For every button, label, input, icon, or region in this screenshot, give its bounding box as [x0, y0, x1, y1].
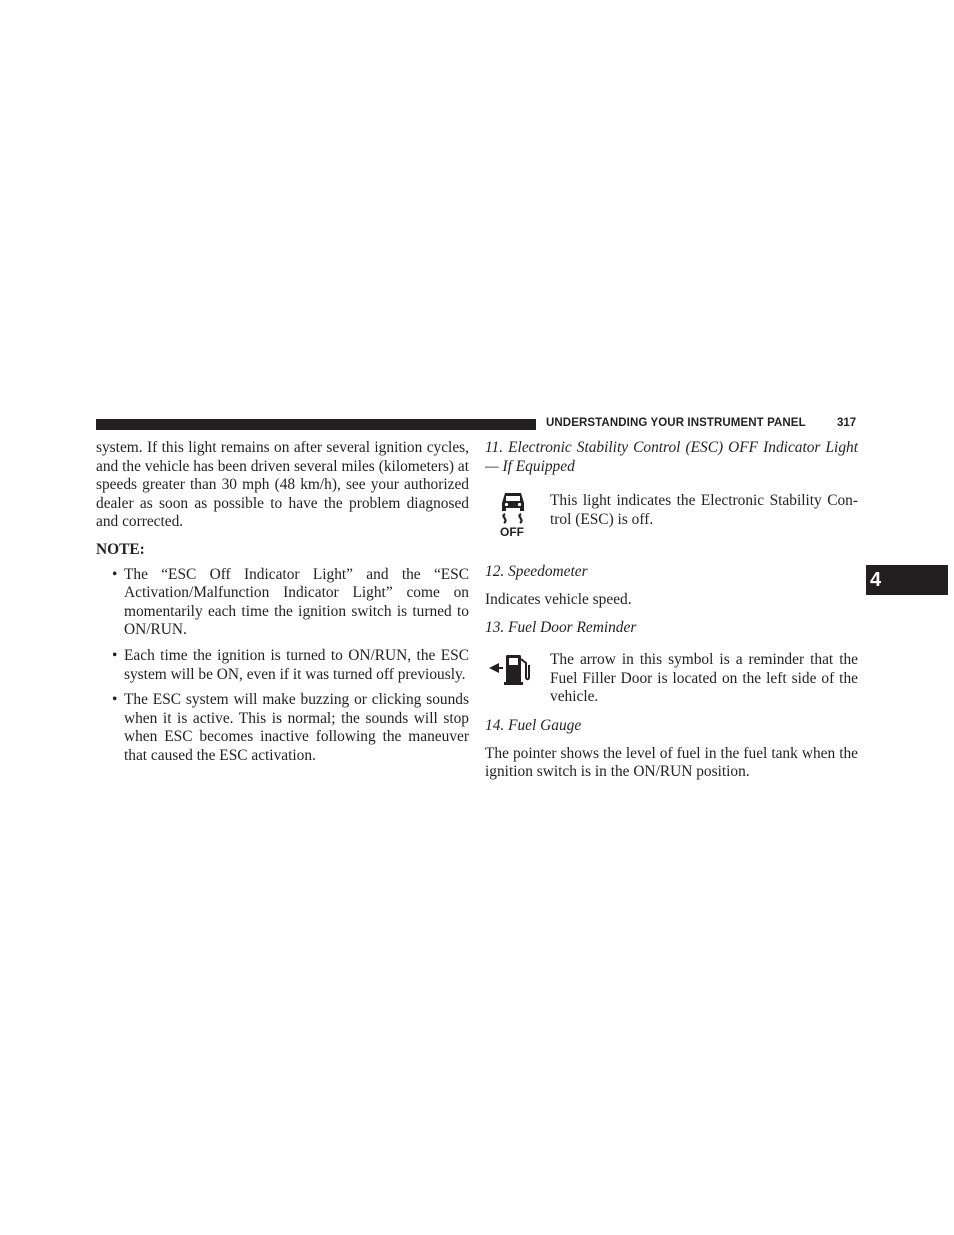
esc-off-icon	[485, 484, 541, 540]
chapter-tab: 4	[866, 565, 948, 595]
bullet-text: Each time the ignition is turned to ON/RUN, the ESC system will be ON, even if it was turned off previously.	[124, 646, 469, 683]
right-column	[485, 439, 858, 782]
bullet-glyph: •	[112, 691, 118, 709]
page-number: 317	[837, 417, 857, 429]
section-12-text: Indicates vehicle speed.	[485, 590, 632, 608]
bullet-text: The “ESC Off Indicator Light” and the “ESC Activation/Malfunction Indicator Light” come on momentarily each time the ignition switch is turned to ON/RUN.	[124, 565, 469, 639]
section-11-heading: 11. Electronic Stability Control (ESC) OFF Indicator Light — If Equipped	[485, 439, 858, 475]
section-13-heading: 13. Fuel Door Reminder	[485, 618, 637, 636]
list-item	[96, 566, 469, 640]
fuel-pump-icon	[485, 645, 541, 701]
note-bullet-list	[96, 566, 469, 766]
esc-off-row	[485, 484, 858, 547]
section-14-heading: 14. Fuel Gauge	[485, 716, 582, 734]
header-rule	[96, 419, 536, 430]
section-14-text: The pointer shows the level of fuel in the fuel tank when the ignition switch is in the ON/RUN position.	[485, 744, 858, 781]
section-13-text: The arrow in this symbol is a reminder that the Fuel Filler Door is located on the left side of the vehicle.	[550, 651, 858, 706]
section-11-text: This light indicates the Electronic Stability Con-trol (ESC) is off.	[550, 492, 858, 528]
intro-paragraph: system. If this light remains on after several ignition cycles, and the vehicle has been driven several miles (kilometers) at speeds greater than 30 mph (48 km/h), see your authorized dealer as soon as possible to have the problem diagnosed and corrected.	[96, 439, 469, 531]
left-column	[96, 439, 469, 773]
list-item	[96, 647, 469, 684]
bullet-text: The ESC system will make buzzing or clicking sounds when it is active. This is normal; the sounds will stop when ESC becomes inactive following the maneuver that caused the ESC activation.	[124, 691, 469, 764]
bullet-glyph: •	[112, 646, 118, 664]
fuel-door-row	[485, 645, 858, 707]
running-header-title: UNDERSTANDING YOUR INSTRUMENT PANEL	[546, 417, 806, 429]
note-label: NOTE:	[96, 540, 145, 558]
list-item	[96, 691, 469, 765]
bullet-glyph: •	[112, 565, 118, 583]
esc-off-icon-label: OFF	[500, 525, 524, 540]
section-12-heading: 12. Speedometer	[485, 563, 588, 581]
